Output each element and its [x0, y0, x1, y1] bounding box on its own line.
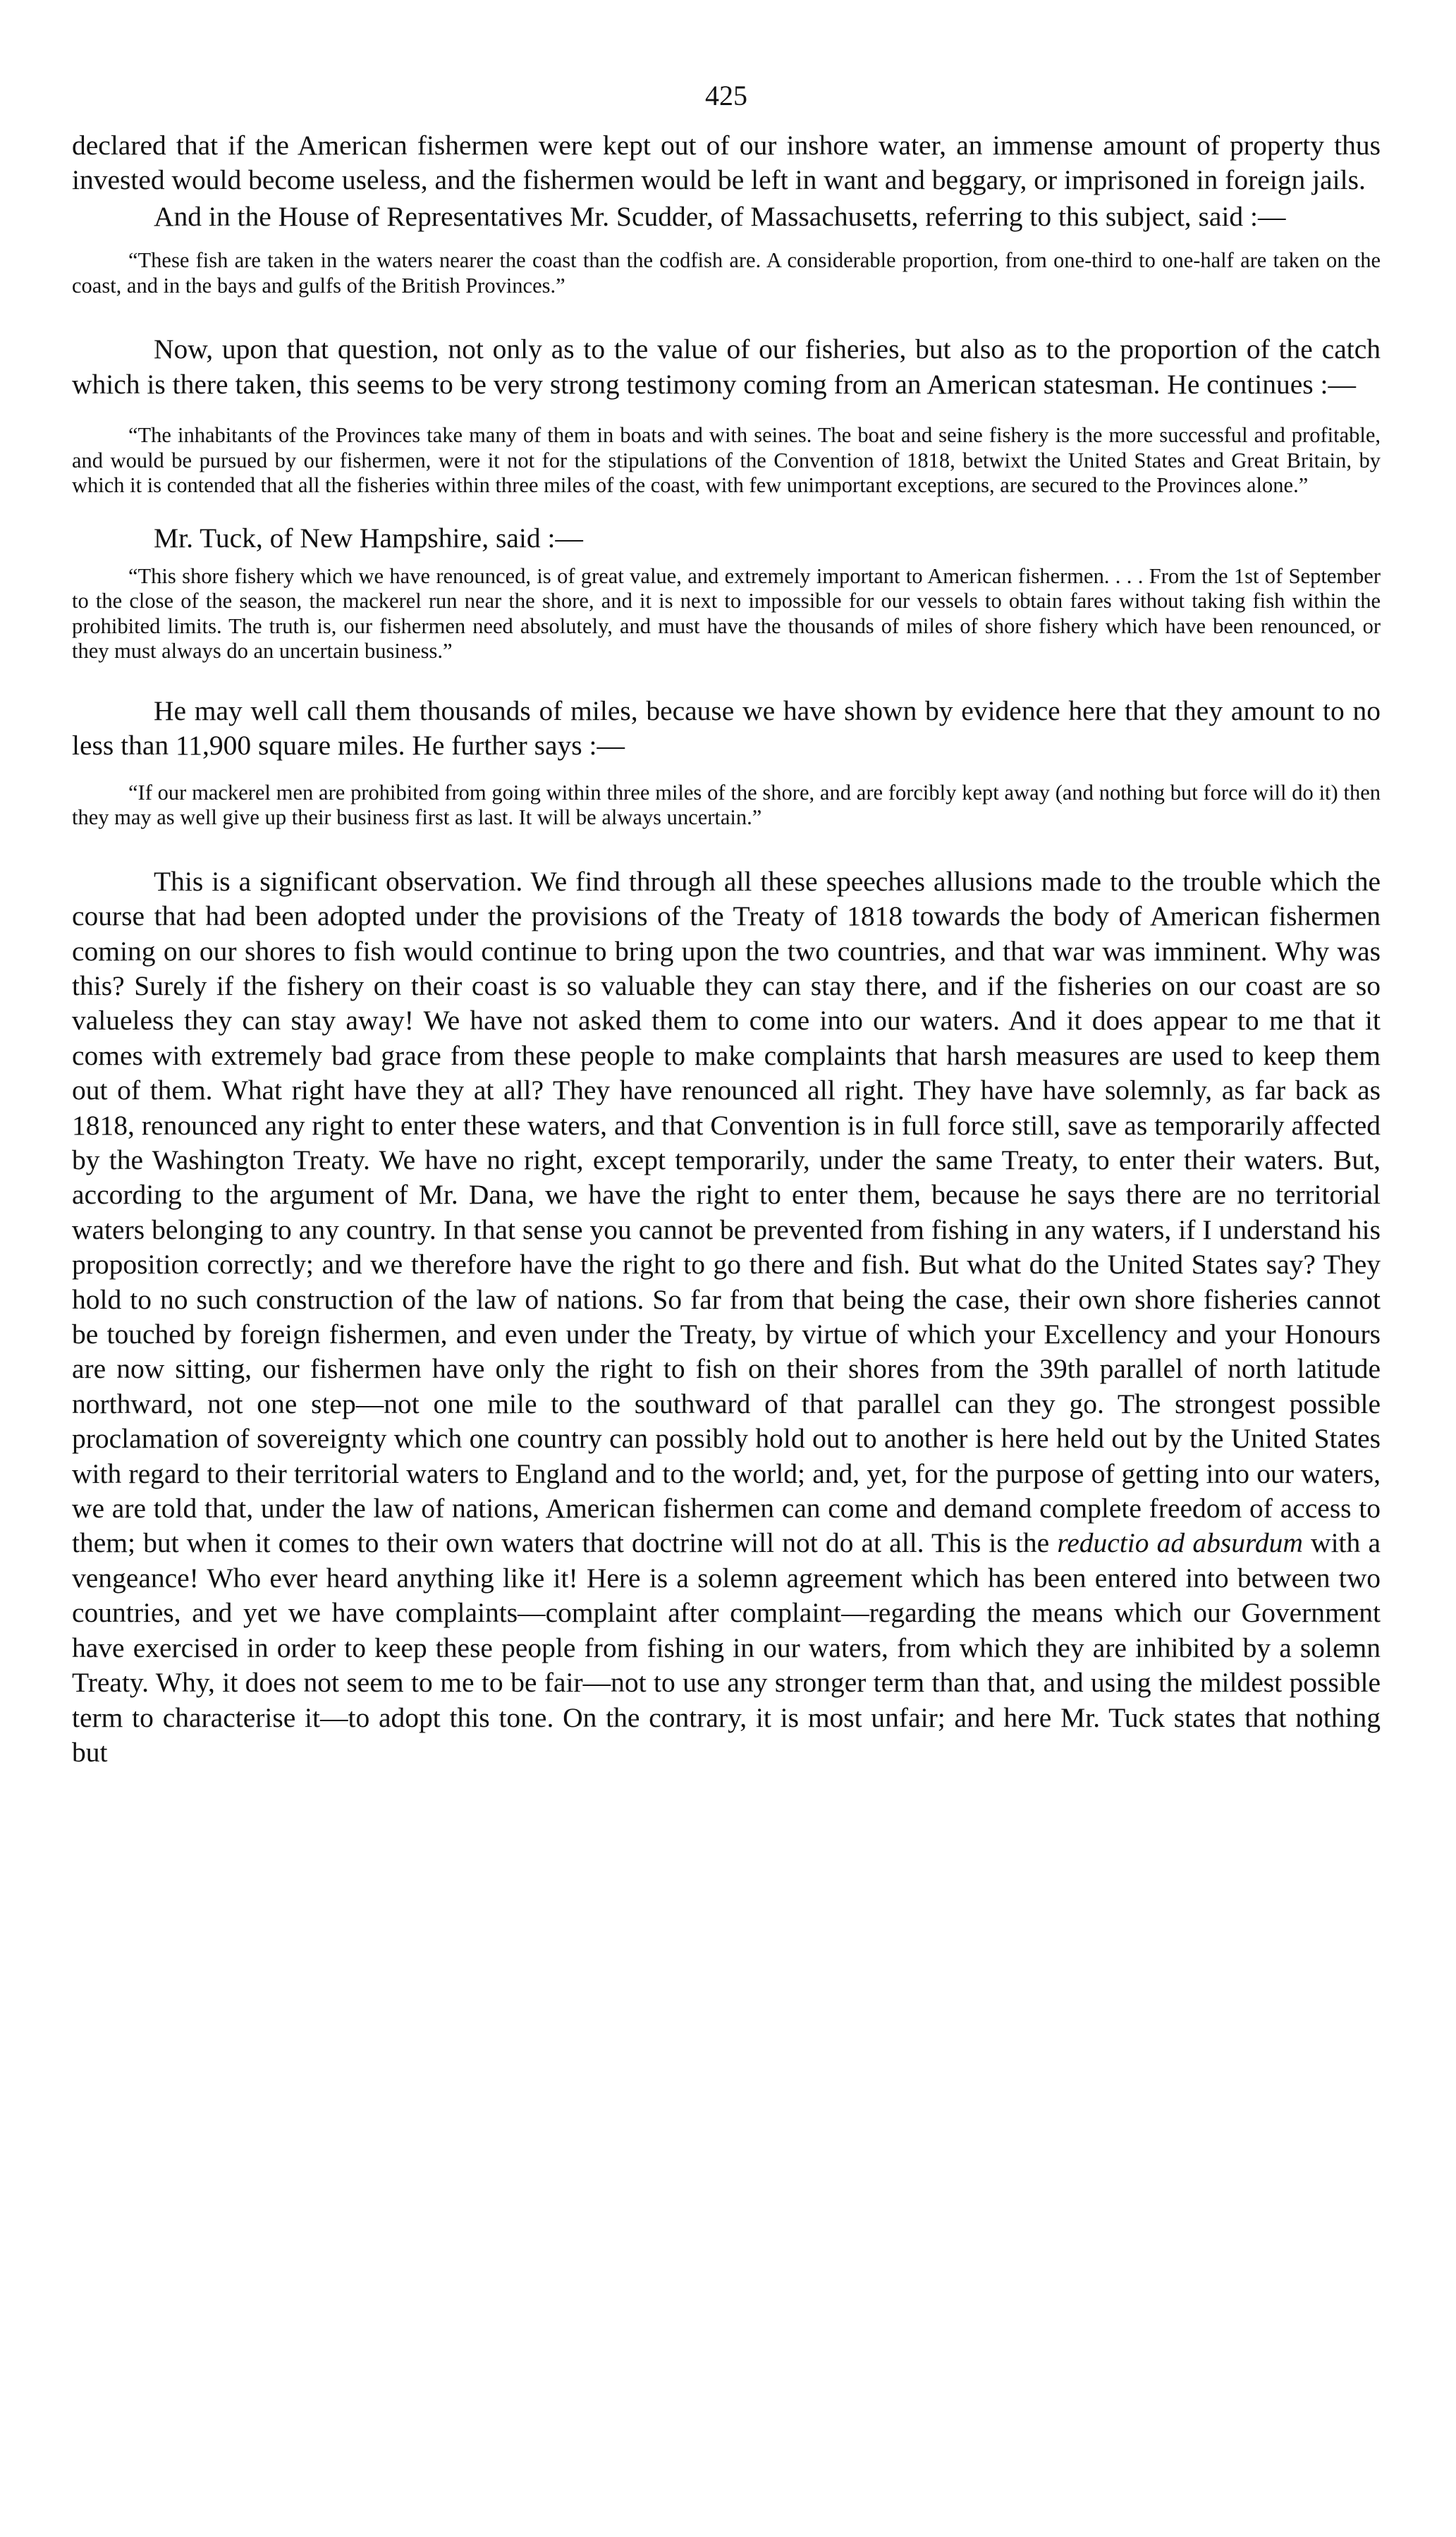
paragraph-continuation: declared that if the American fishermen were kept out of our inshore water, an immense amount of property thus invested would become useless, and the fishermen would be left in want and beggary, or imprisoned in foreign jails. [72, 130, 1381, 196]
page-number: 425 [705, 80, 747, 111]
quote-tuck-2: “If our mackerel men are prohibited from going within three miles of the shore, and are forcibly kept away (and nothing but force will do it) then they may as well give up their business first as last. It will be always uncertain.” [72, 780, 1381, 830]
latin-phrase: reductio ad absurdum [1057, 1527, 1303, 1559]
document-page [72, 0, 1381, 1770]
paragraph-significant-observation [72, 864, 1381, 1771]
paragraph-thousands-of-miles: He may well call them thousands of miles, because we have shown by evidence here that they amount to no less than 11,900 square miles. He further says :— [72, 695, 1381, 762]
paragraph-text-part-2: with a vengeance! Who ever heard anything like it! Here is a solemn agreement which has been entered into between two countries, and yet we have complaints—complaint after complaint—regarding the means which our Government have exercised in order to keep these people from fishing in our waters, from which they are inhibited by a solemn Treaty. Why, it does not seem to me to be fair—not to use any stronger term than that, and using the mildest possible term to characterise it—to adopt this tone. On the contrary, it is most unfair; and here Mr. Tuck states that nothing but [72, 1527, 1381, 1768]
quote-scudder-2: “The inhabitants of the Provinces take many of them in boats and with seines. The boat and seine fishery is the more successful and profitable, and would be pursued by our fishermen, were it not for the stipulations of the Convention of 1818, betwixt the United States and Great Britain, by which it is contended that all the fisheries within three miles of the coast, with few unimportant exceptions, are secured to the Provinces alone.” [72, 423, 1381, 498]
quote-tuck-1: “This shore fishery which we have renounced, is of great value, and extremely important to American fishermen. . . . From the 1st of September to the close of the season, the mackerel run near the shore, and it is next to impossible for our vessels to obtain fares without taking fish within the prohibited limits. The truth is, our fishermen need absolutely, and must have the thousands of miles of shore fishery which have been renounced, or they must always do an uncertain business.” [72, 563, 1381, 664]
quote-scudder-1: “These fish are taken in the waters nearer the coast than the codfish are. A considerable proportion, from one-third to one-half are taken on the coast, and in the bays and gulfs of the British Provinces.” [72, 248, 1381, 298]
paragraph-tuck-intro: Mr. Tuck, of New Hampshire, said :— [154, 522, 583, 554]
paragraph-text-part-1: This is a significant observation. We find through all these speeches allusions made to the trouble which the course that had been adopted under the provisions of the Treaty of 1818 towards the body of American fishermen coming on our shores to fish would continue to bring upon the two countries, and that war was imminent. Why was this? Surely if the fishery on their coast is so valuable they can stay there, and if the fisheries on our coast are so valueless they can stay away! We have not asked them to come into our waters. And it does appear to me that it comes with extremely bad grace from these people to make complaints that harsh measures are used to keep them out of them. What right have they at all? They have renounced all right. They have have solemnly, as far back as 1818, renounced any right to enter these waters, and that Convention is in full force still, save as temporarily affected by the Washington Treaty. We have no right, except temporarily, under the same Treaty, to enter their waters. But, according to the argument of Mr. Dana, we have the right to enter them, because he says there are no territorial waters belonging to any country. In that sense you cannot be prevented from fishing in any waters, if I understand his proposition correctly; and we therefore have the right to go there and fish. But what do the United States say? They hold to no such construction of the law of nations. So far from that being the case, their own shore fisheries cannot be touched by foreign fishermen, and even under the Treaty, by virtue of which your Excellency and your Honours are now sitting, our fishermen have only the right to fish on their shores from the 39th parallel of north latitude northward, not one step—not one mile to the southward of that parallel can they go. The strongest possible proclamation of sovereignty which one country can possibly hold out to another is here held out by the United States with regard to their territorial waters to England and to the world; and, yet, for the purpose of getting into our waters, we are told that, under the law of nations, American fishermen can come and demand complete freedom of access to them; but when it comes to their own waters that doctrine will not do at all. This is the [72, 865, 1381, 1559]
paragraph-scudder-intro: And in the House of Representatives Mr. Scudder, of Massachusetts, referring to this subject, said :— [154, 200, 1286, 232]
paragraph-testimony: Now, upon that question, not only as to the value of our fisheries, but also as to the proportion of the catch which is there taken, this seems to be very strong testimony coming from an American statesman. He continues :— [72, 334, 1381, 400]
